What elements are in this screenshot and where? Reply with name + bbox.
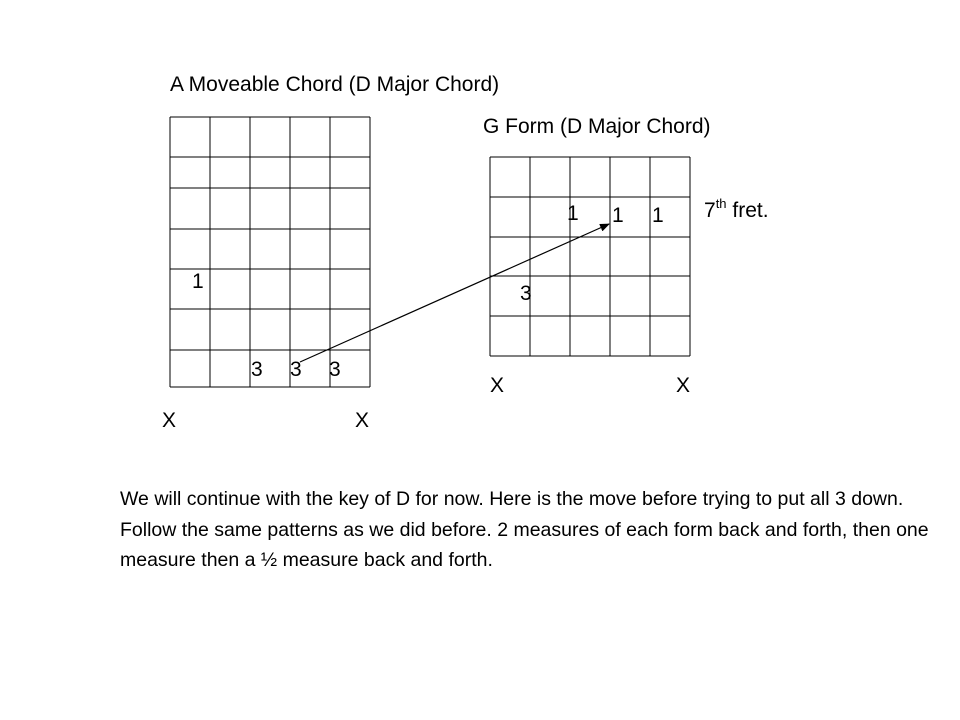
left-chord-grid — [170, 117, 370, 387]
right-finger-3: 1 — [652, 204, 664, 227]
right-finger-1: 1 — [567, 202, 579, 225]
move-arrow — [300, 224, 609, 362]
left-muted-x-2: X — [355, 409, 370, 432]
left-finger-2: 3 — [251, 358, 263, 381]
right-chord-grid — [490, 157, 690, 356]
left-finger-1: 1 — [192, 270, 204, 293]
left-diagram-title: A Moveable Chord (D Major Chord) — [170, 73, 500, 96]
left-finger-4: 3 — [329, 358, 341, 381]
left-muted-x-1: X — [162, 409, 177, 432]
fret-number: 7 — [704, 199, 716, 222]
fret-position-label — [704, 196, 769, 222]
right-diagram-title: G Form (D Major Chord) — [483, 115, 711, 138]
left-finger-3: 3 — [290, 358, 302, 381]
lesson-description: We will continue with the key of D for now. Here is the move before trying to put all 3 down. Follow the same patterns as we did before. 2 measures of each form back and forth, then one measure then a ½ measure back and forth. — [120, 488, 929, 571]
fret-word: fret. — [726, 199, 769, 222]
right-finger-4: 3 — [520, 282, 532, 305]
right-finger-2: 1 — [612, 204, 624, 227]
right-muted-x-1: X — [490, 374, 505, 397]
right-muted-x-2: X — [676, 374, 691, 397]
fret-ordinal: th — [715, 196, 727, 211]
